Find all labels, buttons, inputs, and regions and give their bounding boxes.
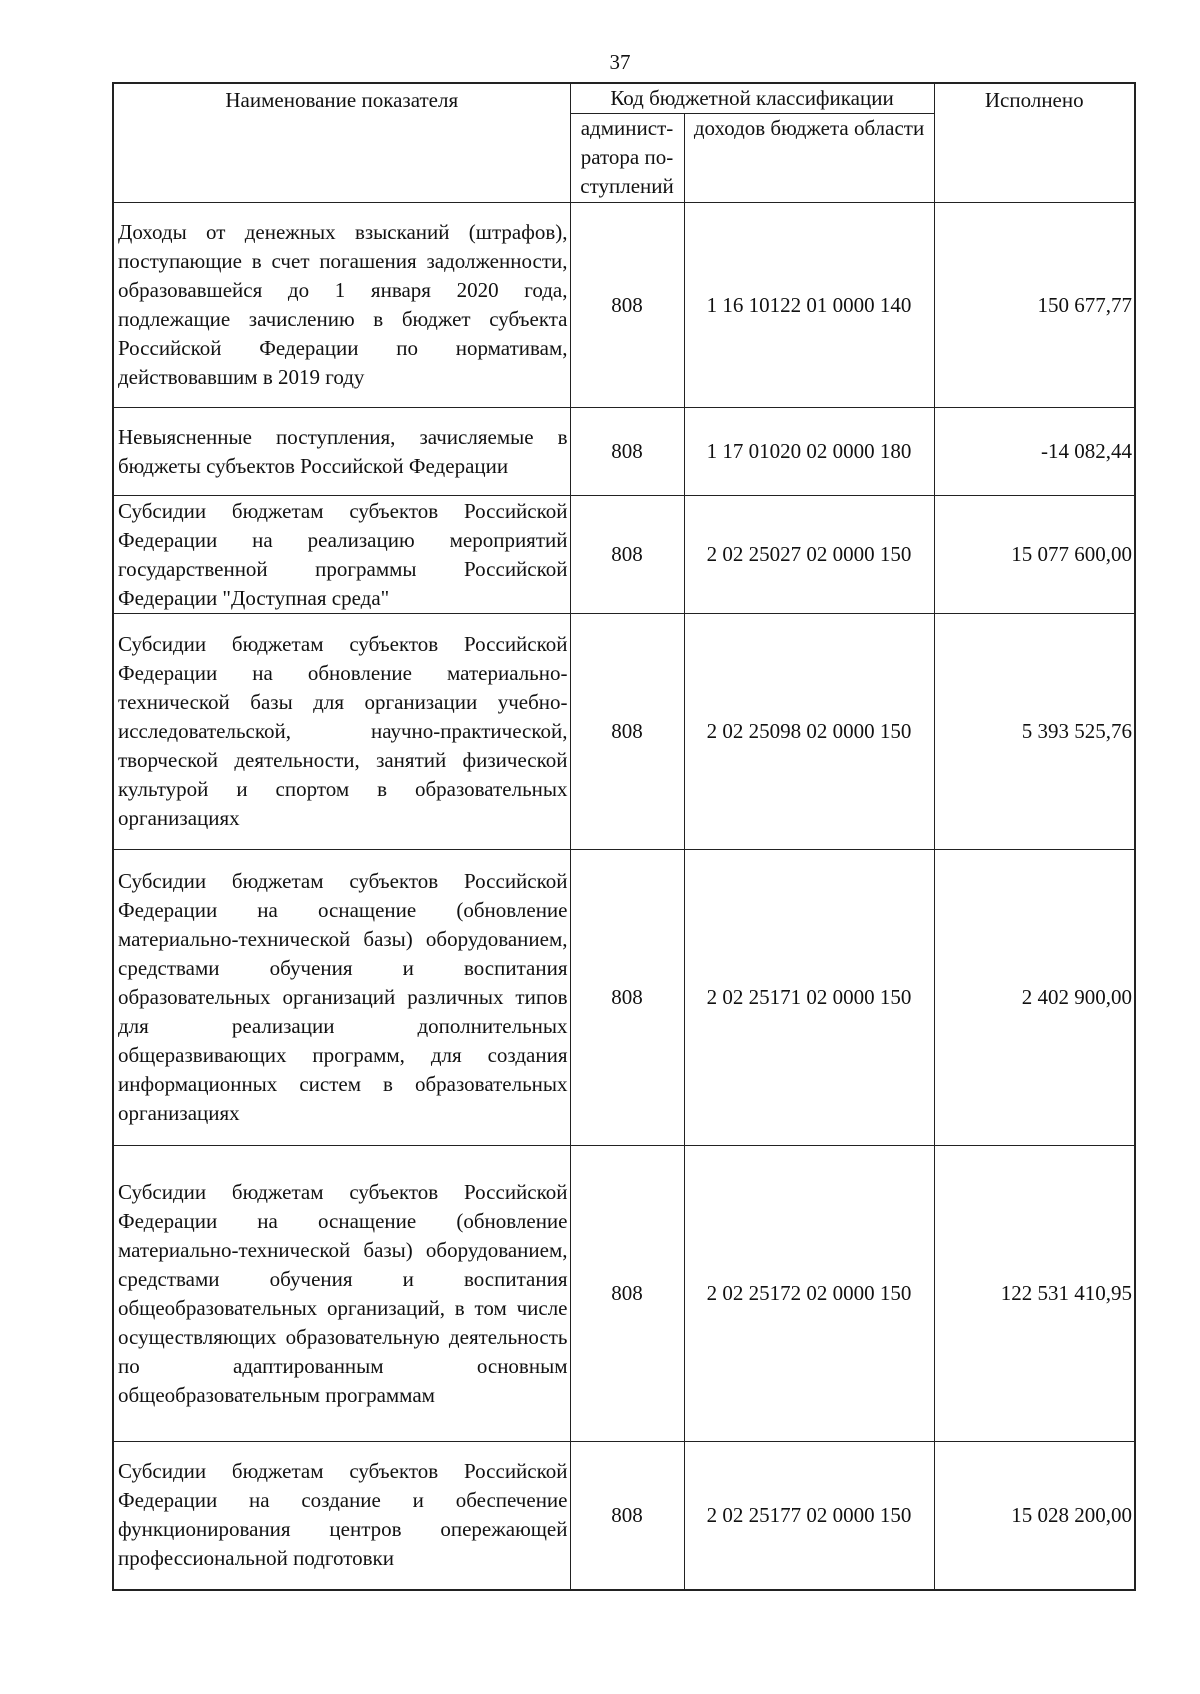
row-name: Субсидии бюджетам субъектов Российской Федерации на оснащение (обновление материально-технической базы) оборудованием, средствами обучения и воспитания образовательных организаций различных типов для реализации дополнительных общеразвивающих программ, для создания информационных систем в образовательных организациях xyxy=(113,850,570,1146)
row-admin-code: 808 xyxy=(570,1146,684,1442)
row-revenue-code: 2 02 25098 02 0000 150 xyxy=(684,614,934,850)
row-admin-code: 808 xyxy=(570,203,684,408)
row-admin-code: 808 xyxy=(570,1442,684,1590)
table-row xyxy=(113,203,1135,408)
row-name: Невыясненные поступления, зачисляемые в бюджеты субъектов Российской Федерации xyxy=(113,408,570,496)
row-admin-code: 808 xyxy=(570,496,684,614)
table-row xyxy=(113,408,1135,496)
row-amount: 150 677,77 xyxy=(934,203,1135,408)
header-admin: админист-ратора по-ступлений xyxy=(570,114,684,203)
row-revenue-code: 2 02 25177 02 0000 150 xyxy=(684,1442,934,1590)
table-row xyxy=(113,1146,1135,1442)
row-amount: 15 028 200,00 xyxy=(934,1442,1135,1590)
budget-table xyxy=(112,82,1136,1591)
table-row xyxy=(113,496,1135,614)
row-revenue-code: 2 02 25172 02 0000 150 xyxy=(684,1146,934,1442)
row-amount: 15 077 600,00 xyxy=(934,496,1135,614)
header-name: Наименование показателя xyxy=(113,83,570,203)
row-name: Субсидии бюджетам субъектов Российской Федерации на обновление материально-технической базы для организации учебно-исследовательской, научно-практической, творческой деятельности, занятий физической культурой и спортом в образовательных организациях xyxy=(113,614,570,850)
row-name: Субсидии бюджетам субъектов Российской Федерации на оснащение (обновление материально-технической базы) оборудованием, средствами обучения и воспитания общеобразовательных организаций, в том числе осуществляющих образовательную деятельность по адаптированным основным общеобразовательным программам xyxy=(113,1146,570,1442)
row-name: Субсидии бюджетам субъектов Российской Федерации на создание и обеспечение функционирования центров опережающей профессиональной подготовки xyxy=(113,1442,570,1590)
row-revenue-code: 2 02 25027 02 0000 150 xyxy=(684,496,934,614)
table-row xyxy=(113,850,1135,1146)
page-number: 37 xyxy=(609,50,631,74)
row-revenue-code: 2 02 25171 02 0000 150 xyxy=(684,850,934,1146)
table-row xyxy=(113,614,1135,850)
header-executed: Исполнено xyxy=(934,83,1135,203)
row-amount: 5 393 525,76 xyxy=(934,614,1135,850)
row-name: Субсидии бюджетам субъектов Российской Федерации на реализацию мероприятий государственной программы Российской Федерации "Доступная среда" xyxy=(113,496,570,614)
header-row xyxy=(113,83,1135,114)
row-revenue-code: 1 16 10122 01 0000 140 xyxy=(684,203,934,408)
row-amount: 2 402 900,00 xyxy=(934,850,1135,1146)
table-row xyxy=(113,1442,1135,1590)
row-name: Доходы от денежных взысканий (штрафов), поступающие в счет погашения задолженности, образовавшейся до 1 января 2020 года, подлежащие зачислению в бюджет субъекта Российской Федерации по нормативам, действовавшим в 2019 году xyxy=(113,203,570,408)
row-revenue-code: 1 17 01020 02 0000 180 xyxy=(684,408,934,496)
header-revenue: доходов бюджета области xyxy=(684,114,934,203)
row-admin-code: 808 xyxy=(570,408,684,496)
header-code-group: Код бюджетной классификации xyxy=(570,83,934,114)
row-amount: 122 531 410,95 xyxy=(934,1146,1135,1442)
row-admin-code: 808 xyxy=(570,614,684,850)
row-admin-code: 808 xyxy=(570,850,684,1146)
row-amount: -14 082,44 xyxy=(934,408,1135,496)
